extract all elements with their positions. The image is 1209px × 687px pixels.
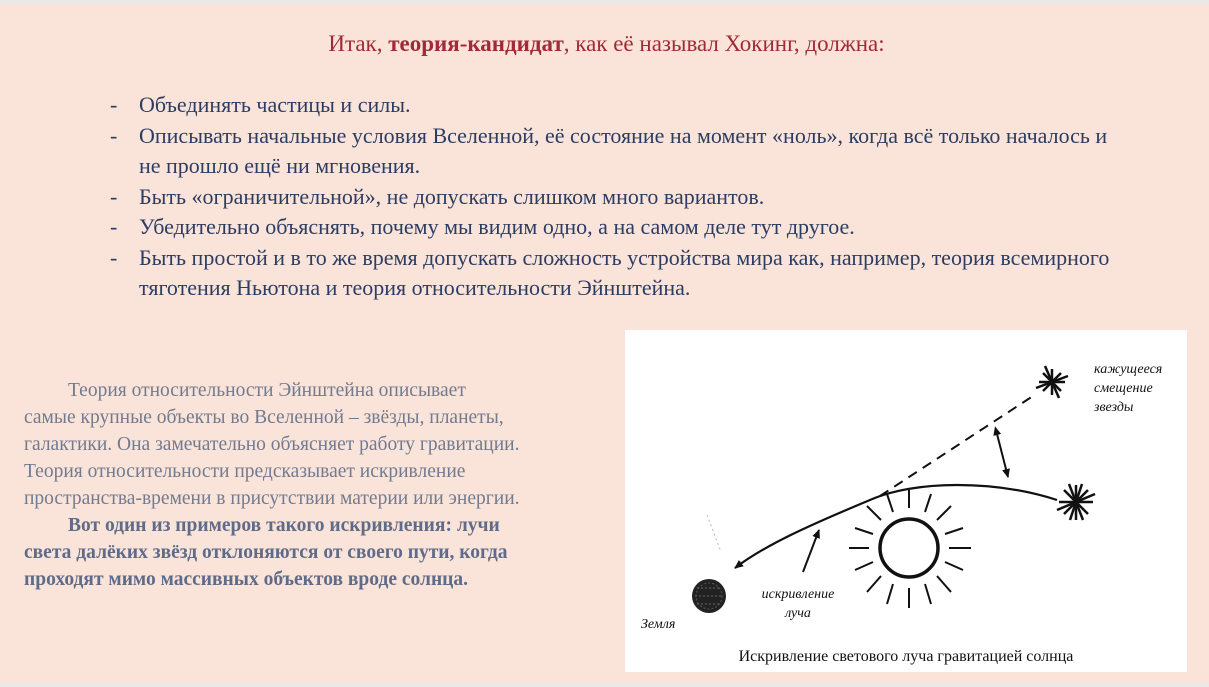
- heading-bold-term: теория-кандидат: [388, 31, 564, 56]
- real-star-icon: [1057, 484, 1095, 520]
- apparent-star-icon: [1036, 366, 1068, 398]
- list-item: - Убедительно объяснять, почему мы видим одно, а на самом деле тут другое.: [110, 214, 855, 239]
- earth-icon: [692, 579, 726, 613]
- slide: [0, 4, 1209, 683]
- sun-icon: [849, 490, 971, 608]
- relativity-paragraph: [24, 377, 609, 593]
- label-line: звезды: [1094, 400, 1134, 415]
- paragraph-example-text: [24, 512, 609, 593]
- list-item-text: Убедительно объяснять, почему мы видим одно, а на самом деле тут другое.: [139, 214, 855, 239]
- paragraph-line: проходят мимо массивных объектов вроде солнца.: [24, 569, 469, 590]
- label-line: кажущееся: [1094, 362, 1163, 377]
- ray-curvature-label: [753, 585, 843, 623]
- faint-guide-line: [707, 515, 721, 552]
- paragraph-line: света далёких звёзд отклоняются от своего пути, когда: [24, 542, 508, 563]
- earth-label: Земля: [641, 617, 676, 632]
- heading-prefix: Итак,: [328, 31, 389, 56]
- paragraph-line: пространства-времени в присутствии материи или энергии.: [24, 488, 520, 509]
- list-item: - Быть «ограничительной», не допускать слишком много вариантов.: [110, 183, 765, 209]
- paragraph-line: самые крупные объекты во Вселенной – звёзды, планеты,: [24, 407, 504, 428]
- paragraph-line: Вот один из примеров такого искривления: лучи: [68, 515, 500, 536]
- list-item: - Быть простой и в то же время допускать сложность устройства мира как, например, теория всемирного тяготения Ньютона и теория относительности Эйнштейна.: [110, 244, 1110, 300]
- requirements-list: [110, 90, 1110, 304]
- paragraph-line: Теория относительности Эйнштейна описывает: [68, 380, 466, 401]
- paragraph-line: Теория относительности предсказывает искривление: [24, 461, 466, 482]
- label-line: искривление: [761, 587, 835, 602]
- label-line: смещение: [1094, 381, 1153, 396]
- slide-heading: [0, 31, 1209, 57]
- light-bending-diagram: [625, 330, 1187, 672]
- list-item-text: Быть «ограничительной», не допускать слишком много вариантов.: [139, 183, 765, 209]
- list-item: - Объединять частицы и силы.: [110, 92, 411, 117]
- list-item-text: Объединять частицы и силы.: [139, 92, 411, 117]
- apparent-ray-line: [880, 396, 1033, 496]
- apparent-shift-label: [1094, 360, 1184, 417]
- list-item: - Описывать начальные условия Вселенной, её состояние на момент «ноль», когда всё только началось и не прошло ещё ни мгновения.: [110, 122, 1108, 178]
- paragraph-text: [24, 377, 609, 512]
- figure-caption: Искривление светового луча гравитацией солнца: [738, 648, 1074, 665]
- curvature-arrow: [803, 530, 819, 572]
- list-item-text: Описывать начальные условия Вселенной, её состояние на момент «ноль», когда всё только началось и не прошло ещё ни мгновения.: [139, 122, 1108, 178]
- shift-arrow: [997, 434, 1008, 477]
- label-line: луча: [785, 606, 811, 621]
- list-item-text: Быть простой и в то же время допускать сложность устройства мира как, например, теория всемирного тяготения Ньютона и теория относительности Эйнштейна.: [139, 244, 1110, 300]
- paragraph-line: галактики. Она замечательно объясняет работу гравитации.: [24, 434, 520, 455]
- heading-suffix: , как её называл Хокинг, должна:: [563, 31, 885, 56]
